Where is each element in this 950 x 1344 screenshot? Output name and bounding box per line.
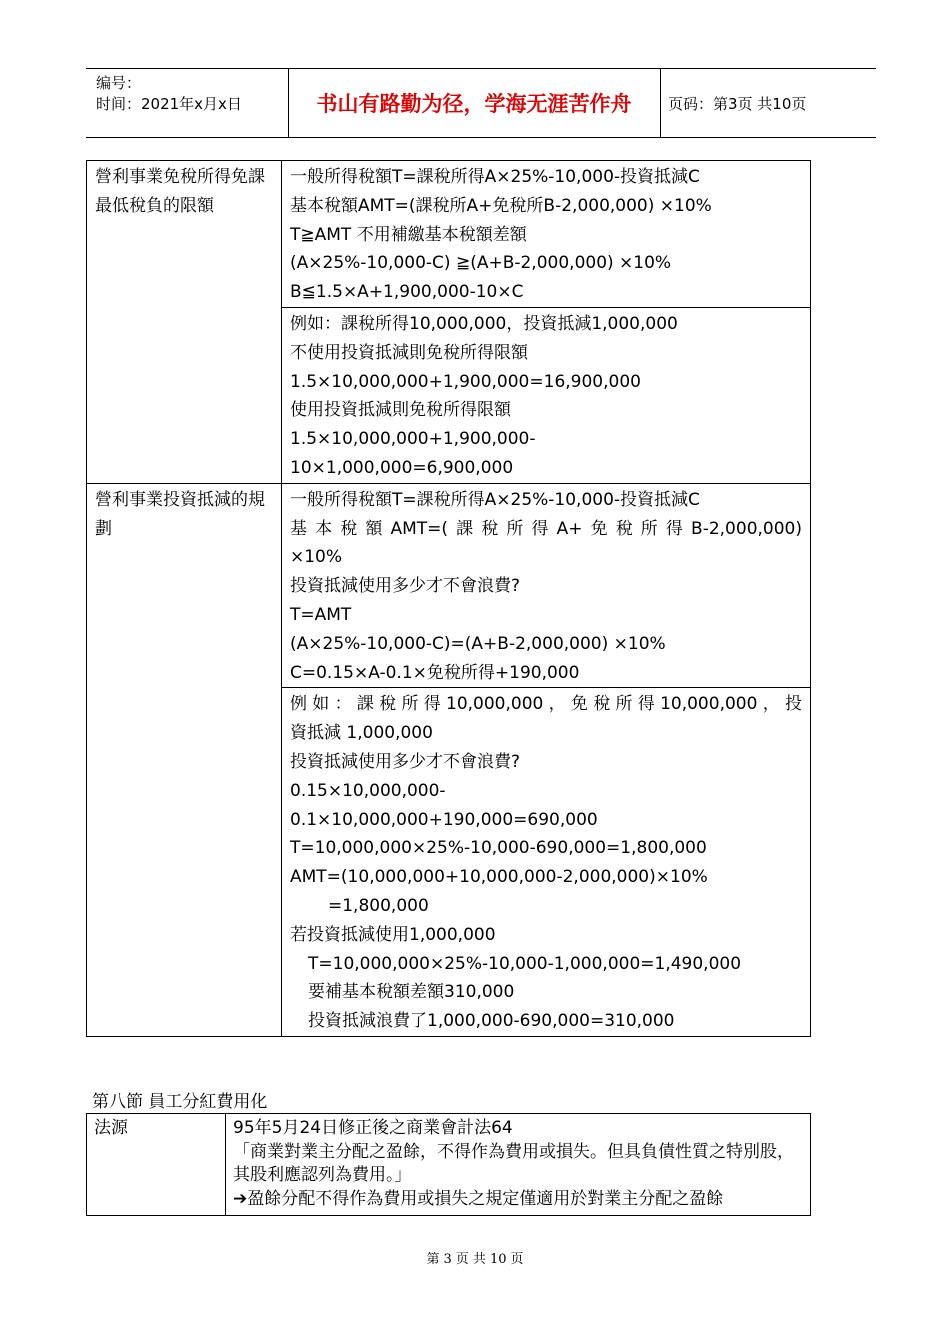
section-title: 第八節 員工分紅費用化	[92, 1092, 268, 1112]
text-line: B≦1.5×A+1,900,000-10×C	[290, 282, 524, 303]
row-label: 法源	[87, 1114, 226, 1216]
table-row	[87, 483, 811, 688]
text-line: 1.5×10,000,000+1,900,000=16,900,000	[290, 371, 641, 392]
footer-total: 10	[489, 1252, 507, 1267]
text-line: 投資抵減使用多少才不會浪費?	[290, 751, 521, 772]
text-line: 資抵減 1,000,000	[290, 723, 433, 744]
row-label: 營利事業免稅所得免課最低稅負的限額	[87, 161, 282, 484]
footer-mid: 页 共	[455, 1252, 486, 1267]
text-line: 0.15×10,000,000-	[290, 780, 446, 801]
table-row	[87, 1114, 811, 1216]
example-cell	[282, 307, 811, 483]
text-line: ➔盈餘分配不得作為費用或損失之規定僅適用於對業主分配之盈餘	[233, 1188, 724, 1209]
legal-text-cell	[226, 1114, 811, 1216]
row-label: 營利事業投資抵減的規劃	[87, 483, 282, 1036]
footer-page: 3	[443, 1252, 452, 1267]
header-meta	[96, 73, 286, 115]
text-line: 使用投資抵減則免稅所得限額	[290, 400, 511, 421]
text-line: 95年5月24日修正後之商業會計法64	[233, 1118, 513, 1138]
text-line: 基本稅額AMT=(課稅所得A+免稅所得B-2,000,000)	[290, 518, 802, 539]
text-line: (A×25%-10,000-C)=(A+B-2,000,000) ×10%	[290, 633, 666, 654]
time-label: 时间：2021年x月x日	[96, 95, 242, 113]
text-line: (A×25%-10,000-C) ≧(A+B-2,000,000) ×10%	[290, 253, 672, 274]
tax-table	[86, 160, 811, 1037]
text-line: 若投資抵減使用1,000,000	[290, 924, 496, 945]
text-line: 1.5×10,000,000+1,900,000-	[290, 429, 536, 450]
text-line: AMT=(10,000,000+10,000,000-2,000,000)×10%	[290, 867, 708, 888]
footer-prefix: 第	[426, 1252, 440, 1267]
text-line: 不使用投資抵減則免稅所得限額	[290, 342, 528, 363]
number-label: 编号：	[96, 74, 142, 92]
header-divider	[660, 69, 661, 137]
text-line: 一般所得稅額T=課稅所得A×25%-10,000-投資抵減C	[290, 489, 700, 510]
text-line: 例如：課稅所得10,000,000，投資抵減1,000,000	[290, 313, 678, 334]
text-line: 例如：課稅所得10,000,000，免稅所得10,000,000，投	[290, 694, 802, 715]
formula-cell	[282, 161, 811, 308]
legal-source-table	[86, 1113, 811, 1216]
text-line: 基本稅額AMT=(課稅所A+免稅所B-2,000,000) ×10%	[290, 195, 712, 216]
text-line: T=AMT	[290, 604, 352, 625]
text-line: T=10,000,000×25%-10,000-1,000,000=1,490,000	[308, 953, 742, 974]
text-line: 要補基本稅額差額310,000	[308, 982, 515, 1003]
text-line: 10×1,000,000=6,900,000	[290, 457, 514, 478]
header-motto: 书山有路勤为径，学海无涯苦作舟	[316, 92, 632, 116]
text-line: T=10,000,000×25%-10,000-690,000=1,800,000	[290, 838, 707, 859]
formula-cell	[282, 483, 811, 688]
text-line: ×10%	[290, 547, 343, 568]
text-line: C=0.15×A-0.1×免稅所得+190,000	[290, 662, 580, 683]
example-cell	[282, 688, 811, 1037]
text-line: =1,800,000	[328, 895, 429, 916]
text-line: 「商業對業主分配之盈餘，不得作為費用或損失。但具負債性質之特別股，其股利應認列為費用。」	[233, 1141, 794, 1185]
text-line: 投資抵減浪費了1,000,000-690,000=310,000	[308, 1011, 675, 1032]
text-line: 0.1×10,000,000+190,000=690,000	[290, 809, 598, 830]
text-line: 投資抵減使用多少才不會浪費?	[290, 576, 521, 597]
page-header	[86, 68, 876, 138]
table-row	[87, 161, 811, 308]
page-footer	[0, 1248, 950, 1267]
footer-suffix: 页	[510, 1252, 524, 1267]
text-line: 一般所得稅額T=課稅所得A×25%-10,000-投資抵減C	[290, 167, 700, 187]
text-line: T≧AMT 不用補繳基本稅額差額	[290, 224, 527, 245]
header-page-info: 页码：第3页 共10页	[668, 94, 807, 113]
